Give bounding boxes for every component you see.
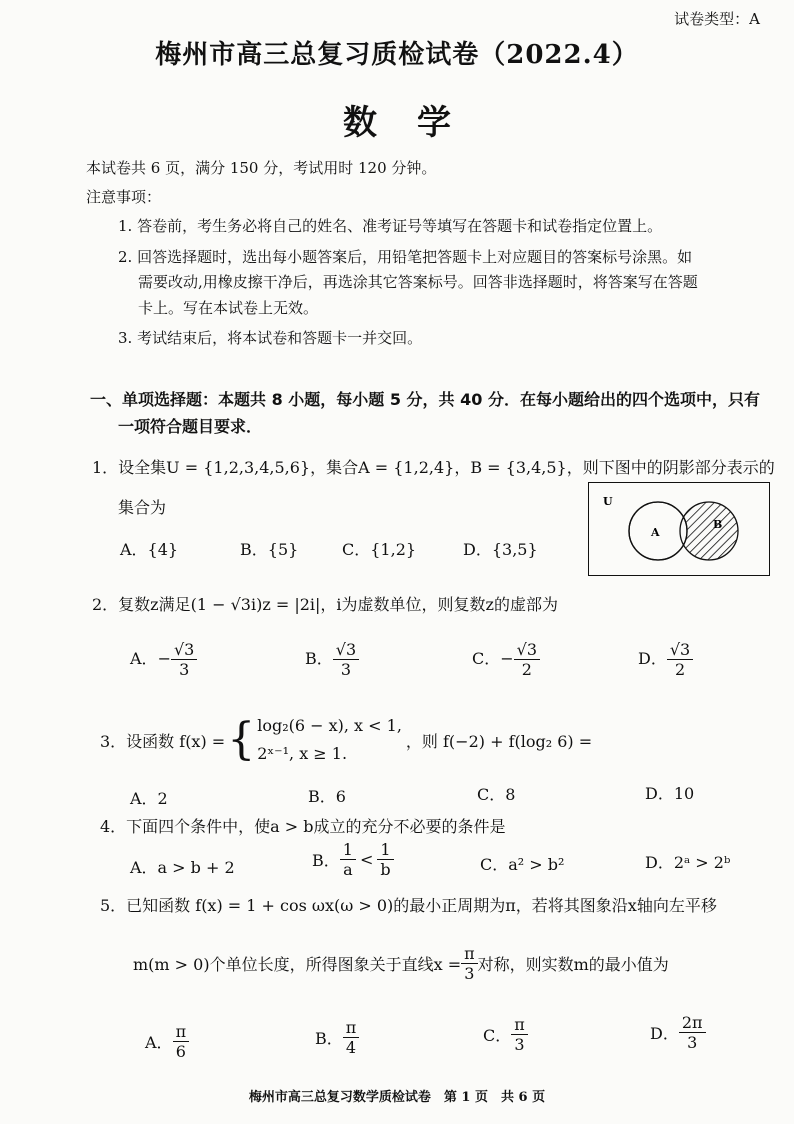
q1-option-c: C．{1,2} [342,540,417,559]
q1-option-a: A．{4} [120,540,179,559]
q5-option-a-num: π [173,1022,190,1042]
exam-title: 梅州市高三总复习质检试卷（2022.4） [155,40,639,70]
q5-option-d-num: 2π [679,1013,706,1033]
q5-option-a-den: 6 [175,1042,186,1061]
q5-option-d-den: 3 [687,1033,698,1052]
q2-option-d-letter: D． [638,649,667,668]
q5-option-a-letter: A． [145,1033,173,1052]
q4-b-left-den: a [343,860,353,879]
section-heading-cont: 一项符合题目要求． [118,417,263,436]
q2-option-b-num: √3 [333,640,359,660]
q5-option-c [483,1015,528,1054]
paper-type-label: 试卷类型：A [674,10,760,28]
venn-set-b-label: B [713,518,723,531]
notice-item-2-cont2: 卡上。写在本试卷上无效。 [138,299,319,317]
q4-option-d: D．2ᵃ > 2ᵇ [645,853,731,872]
q3-case-1: log₂(6 − x), x < 1, [257,716,402,735]
venn-universe-label: U [603,495,613,508]
q2-option-d-num: √3 [667,640,693,660]
q5-option-d-letter: D． [650,1024,679,1043]
venn-diagram [588,482,770,576]
q2-option-a-sign: − [157,649,171,668]
q5-stem-pre: m(m > 0)个单位长度，所得图象关于直线x = [133,955,462,974]
q5-option-b-letter: B． [315,1029,343,1048]
page-footer: 梅州市高三总复习数学质检试卷 第 1 页 共 6 页 [248,1090,546,1105]
question-3-stem [100,712,592,768]
q5-option-b-den: 4 [345,1038,357,1057]
q2-option-d-den: 2 [674,660,686,679]
q3-option-c: C．8 [477,785,516,804]
question-5-stem: 5．已知函数 f(x) = 1 + cos ωx(ω > 0)的最小正周期为π，若将其图象沿x轴向左平移 [100,896,717,915]
q2-option-d [638,640,693,679]
question-1-stem-cont: 集合为 [118,498,167,517]
q3-suffix: ，则 f(−2) + f(log₂ 6) = [405,731,593,751]
q5-option-b [315,1018,359,1057]
q3-option-d: D．10 [645,784,695,803]
exam-intro: 本试卷共 6 页，满分 150 分，考试用时 120 分钟。 [86,159,437,177]
q5-option-c-letter: C． [483,1026,512,1045]
q4-option-c: C．a² > b² [480,855,565,874]
q4-b-right-den: b [380,860,391,879]
q5-option-d [650,1013,706,1052]
q3-case-2: 2ˣ⁻¹, x ≥ 1. [257,744,348,763]
q2-option-c [472,640,540,679]
question-2-stem: 2．复数z满足(1 − √3i)z = |2i|，i为虚数单位，则复数z的虚部为 [92,595,558,614]
q2-option-b [305,640,359,679]
notice-item-2: 2. 回答选择题时，选出每小题答案后，用铅笔把答题卡上对应题目的答案标号涂黑。如 [118,248,693,266]
q5-option-b-num: π [343,1018,360,1038]
q2-option-c-den: 2 [521,660,532,679]
q2-option-a [130,640,197,679]
q1-option-d: D．{3,5} [463,540,538,559]
q2-option-a-den: 3 [179,660,190,679]
q3-prefix: 3．设函数 f(x) = [100,731,226,751]
question-5-stem-cont [133,944,669,983]
notice-item-1: 1. 答卷前，考生务必将自己的姓名、准考证号等填写在答题卡和试卷指定位置上。 [118,217,663,235]
q4-option-b [312,840,394,879]
question-1-stem: 1．设全集U = {1,2,3,4,5,6}，集合A = {1,2,4}，B = {3,4,5}，则下图中的阴影部分表示的 [92,458,775,477]
subject-title: 数学 [343,103,491,143]
q3-option-a: A．2 [130,789,168,808]
q4-b-right-num: 1 [377,840,393,860]
q2-option-a-num: √3 [171,640,197,660]
q5-stem-post: 对称，则实数m的最小值为 [477,955,669,974]
q2-option-b-letter: B． [305,649,333,668]
q3-brace: { [227,714,256,765]
q5-option-c-den: 3 [514,1035,525,1054]
notice-item-3: 3. 考试结束后，将本试卷和答题卡一并交回。 [118,329,423,347]
venn-set-a-label: A [651,526,660,539]
q1-option-b: B．{5} [240,540,299,559]
q3-option-b: B．6 [308,787,346,806]
q2-option-b-den: 3 [340,660,352,679]
q4-b-op: < [359,850,374,869]
q2-option-a-letter: A． [130,649,158,668]
q4-option-b-letter: B． [312,851,340,870]
notice-item-2-cont: 需要改动,用橡皮擦干净后，再选涂其它答案标号。回答非选择题时，将答案写在答题 [138,273,698,291]
q2-option-c-num: √3 [514,640,540,660]
q5-option-a [145,1022,189,1061]
q4-option-a: A．a > b + 2 [130,858,235,877]
q2-option-c-letter: C． [472,649,501,668]
section-heading: 一、单项选择题：本题共 8 小题，每小题 5 分，共 40 分．在每小题给出的四个选项中，只有 [90,390,760,409]
q5-stem-den: 3 [464,964,475,983]
notice-heading: 注意事项： [86,188,162,206]
q4-b-left-num: 1 [340,840,356,860]
q2-option-c-sign: − [500,649,514,668]
q5-stem-num: π [461,944,478,964]
question-4-stem: 4．下面四个条件中，使a > b成立的充分不必要的条件是 [100,817,506,836]
q5-option-c-num: π [511,1015,528,1035]
